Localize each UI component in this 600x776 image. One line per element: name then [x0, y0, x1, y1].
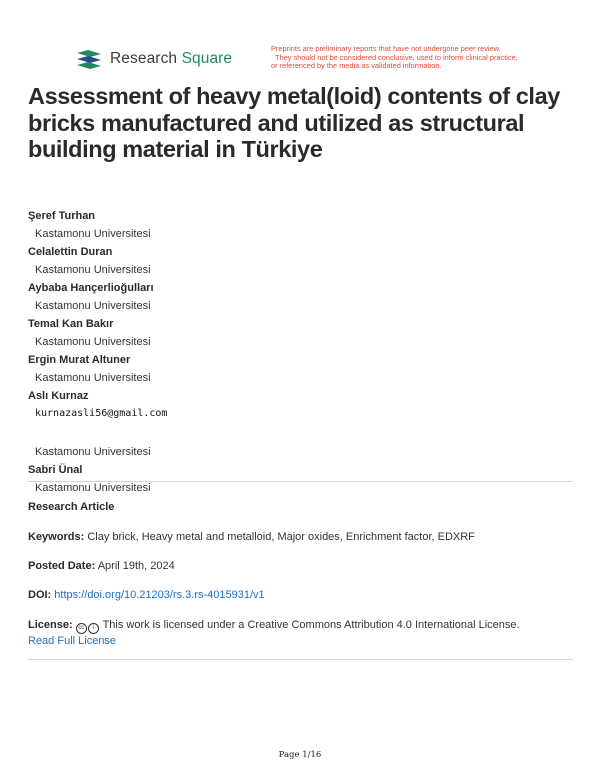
author-affiliation: Kastamonu Universitesi [35, 482, 151, 494]
preprint-notice [271, 45, 571, 71]
research-square-logo-icon [75, 48, 103, 70]
author-affiliation: Kastamonu Universitesi [35, 446, 151, 458]
author-affiliation: Kastamonu Universitesi [35, 336, 151, 348]
author-name[interactable]: Sabri Ünal [28, 464, 83, 476]
page-number: Page 1/16 [278, 750, 322, 760]
posted-date-value: April 19th, 2024 [97, 560, 175, 572]
keywords-label: Keywords: [28, 531, 85, 543]
posted-date [28, 559, 573, 574]
author-list [28, 209, 573, 499]
author-affiliation: Kastamonu Universitesi [35, 264, 151, 276]
license-text: This work is licensed under a Creative Commons Attribution 4.0 International License. [102, 619, 520, 631]
logo-research: Research [110, 50, 178, 67]
doi [28, 588, 573, 603]
author-affiliation: Kastamonu Universitesi [35, 372, 151, 384]
author-name[interactable]: Celalettin Duran [28, 246, 113, 258]
article-type-label: Research Article [28, 501, 115, 513]
keywords [28, 530, 573, 545]
creative-commons-icon: cc [76, 623, 87, 634]
author-name[interactable]: Ergin Murat Altuner [28, 354, 131, 366]
license-label: License: [28, 619, 73, 631]
keywords-value: Clay brick, Heavy metal and metalloid, Major oxides, Enrichment factor, EDXRF [87, 531, 475, 543]
author-name[interactable]: Şeref Turhan [28, 210, 96, 222]
notice-line-1: Preprints are preliminary reports that have not undergone peer review. [271, 44, 501, 53]
logo-square: Square [181, 50, 233, 67]
doi-label: DOI: [28, 589, 52, 601]
attribution-icon: i [88, 623, 99, 634]
posted-date-label: Posted Date: [28, 560, 96, 572]
author-affiliation: Kastamonu Universitesi [35, 228, 151, 240]
doi-link[interactable]: https://doi.org/10.21203/rs.3.rs-4015931/v1 [54, 589, 265, 601]
author-affiliation: Kastamonu Universitesi [35, 300, 151, 312]
notice-line-3: or referenced by the media as validated information. [271, 61, 442, 71]
section-divider [28, 659, 573, 660]
author-email[interactable]: kurnazasli56@gmail.com [35, 408, 168, 419]
notice-line-2: They should not be considered conclusive, used to inform clinical practice, [275, 52, 518, 62]
section-divider [28, 481, 573, 482]
article-type [28, 500, 573, 515]
paper-title: Assessment of heavy metal(loid) contents of clay bricks manufactured and utilized as structural building material in Türkiye [28, 83, 560, 162]
logo-wordmark [110, 50, 232, 68]
author-name[interactable]: Temal Kan Bakır [28, 318, 114, 330]
license [28, 618, 573, 649]
research-square-logo[interactable] [75, 48, 232, 70]
author-name[interactable]: Aybaba Hançerlioğulları [28, 282, 154, 294]
author-name[interactable]: Aslı Kurnaz [28, 390, 89, 402]
read-full-license-link[interactable]: Read Full License [28, 635, 117, 647]
